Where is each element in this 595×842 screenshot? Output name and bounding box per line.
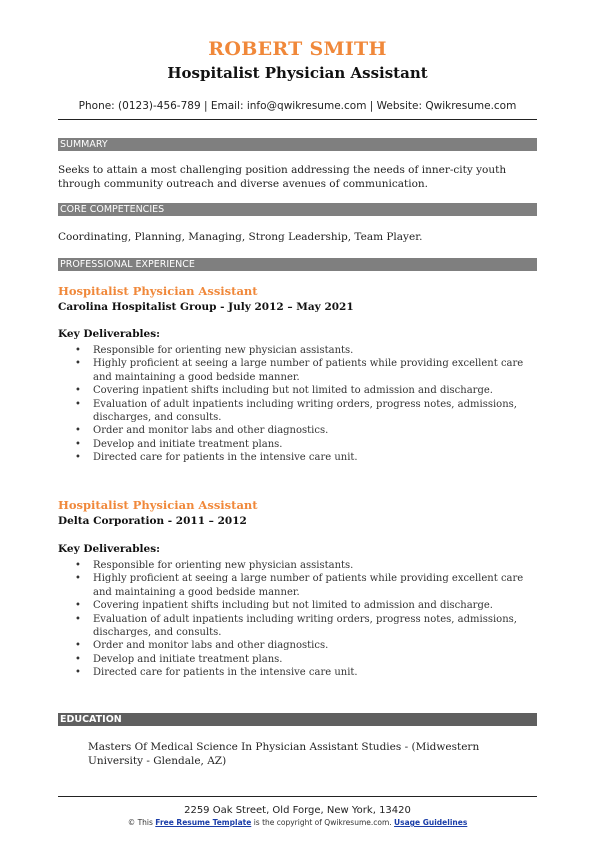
deliverables-list bbox=[58, 344, 537, 465]
free-resume-template-link[interactable]: Free Resume Template bbox=[155, 818, 252, 827]
footer-address: 2259 Oak Street, Old Forge, New York, 13420 bbox=[184, 805, 411, 816]
summary-text: Seeks to attain a most challenging position addressing the needs of inner-city youth through community outreach and diverse avenues of communication. bbox=[58, 164, 507, 190]
candidate-name: ROBERT SMITH bbox=[208, 38, 387, 60]
job-role: Hospitalist Physician Assistant bbox=[58, 498, 258, 512]
job-company: Carolina Hospitalist Group - July 2012 – May 2021 bbox=[58, 301, 354, 313]
list-item: • Order and monitor labs and other diagnostics. bbox=[58, 424, 537, 437]
list-item: • Highly proficient at seeing a large number of patients while providing excellent care and maintaining a good bedside manner. bbox=[58, 357, 537, 384]
summary-heading: SUMMARY bbox=[58, 138, 537, 151]
competencies-heading: CORE COMPETENCIES bbox=[58, 203, 537, 216]
candidate-title: Hospitalist Physician Assistant bbox=[167, 64, 428, 82]
list-item: • Evaluation of adult inpatients including writing orders, progress notes, admissions, discharges, and consults. bbox=[58, 398, 537, 425]
experience-heading: PROFESSIONAL EXPERIENCE bbox=[58, 258, 537, 271]
contact-line: Phone: (0123)-456-789 | Email: info@qwikresume.com | Website: Qwikresume.com bbox=[78, 100, 517, 112]
footer-copyright bbox=[0, 818, 595, 827]
deliverables-list bbox=[58, 559, 537, 680]
list-item: • Directed care for patients in the intensive care unit. bbox=[58, 666, 537, 679]
competencies-text: Coordinating, Planning, Managing, Strong Leadership, Team Player. bbox=[58, 231, 423, 243]
copyright-middle: is the copyright of Qwikresume.com. bbox=[253, 818, 392, 827]
list-item: • Responsible for orienting new physician assistants. bbox=[58, 559, 537, 572]
list-item: • Highly proficient at seeing a large number of patients while providing excellent care and maintaining a good bedside manner. bbox=[58, 572, 537, 599]
usage-guidelines-link[interactable]: Usage Guidelines bbox=[394, 818, 468, 827]
footer-divider bbox=[58, 796, 537, 797]
list-item: • Covering inpatient shifts including but not limited to admission and discharge. bbox=[58, 384, 537, 397]
list-item: • Develop and initiate treatment plans. bbox=[58, 653, 537, 666]
job-company: Delta Corporation - 2011 – 2012 bbox=[58, 515, 247, 527]
list-item: • Order and monitor labs and other diagnostics. bbox=[58, 639, 537, 652]
list-item: • Covering inpatient shifts including but not limited to admission and discharge. bbox=[58, 599, 537, 612]
header-divider bbox=[58, 119, 537, 120]
list-item: • Develop and initiate treatment plans. bbox=[58, 438, 537, 451]
education-text: Masters Of Medical Science In Physician Assistant Studies - (Midwestern University - Glendale, AZ) bbox=[88, 741, 480, 767]
copyright-prefix: © This bbox=[127, 818, 153, 827]
education-heading: EDUCATION bbox=[58, 713, 537, 726]
key-deliverables-label: Key Deliverables: bbox=[58, 543, 161, 555]
list-item: • Directed care for patients in the intensive care unit. bbox=[58, 451, 537, 464]
job-role: Hospitalist Physician Assistant bbox=[58, 284, 258, 298]
list-item: • Evaluation of adult inpatients including writing orders, progress notes, admissions, discharges, and consults. bbox=[58, 613, 537, 640]
key-deliverables-label: Key Deliverables: bbox=[58, 328, 161, 340]
list-item: • Responsible for orienting new physician assistants. bbox=[58, 344, 537, 357]
